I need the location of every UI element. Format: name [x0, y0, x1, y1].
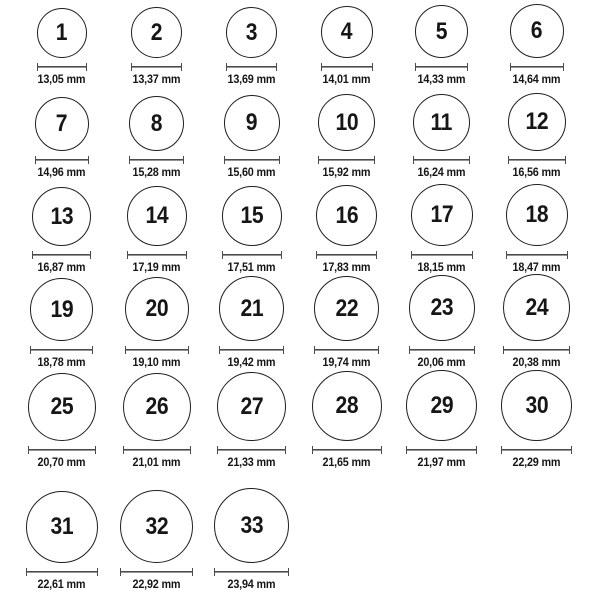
ring-size-cell [204, 280, 299, 375]
diameter-label: 20,38 mm [512, 357, 561, 370]
ring-size-cell [109, 0, 204, 92]
diameter-label: 15,60 mm [227, 167, 276, 180]
diameter-label: 23,94 mm [227, 579, 276, 592]
ring-size-number: 19 [50, 295, 73, 323]
ring-size-number: 18 [525, 201, 548, 229]
ring-circle [222, 186, 282, 246]
diameter-label: 16,56 mm [512, 167, 561, 180]
ring-size-cell [14, 375, 109, 475]
ring-size-number: 8 [150, 109, 163, 137]
ring-size-cell [489, 185, 584, 280]
ring-size-cell [204, 475, 299, 597]
diameter-dimension-line [406, 446, 477, 454]
ring-size-cell [489, 0, 584, 92]
ring-circle [312, 371, 382, 441]
ring-size-number: 22 [335, 294, 358, 322]
diameter-label: 17,19 mm [132, 262, 181, 275]
ring-circle [127, 186, 187, 246]
diameter-label: 17,83 mm [322, 262, 371, 275]
ring-circle [318, 94, 375, 151]
diameter-label: 21,65 mm [322, 457, 371, 470]
diameter-label: 18,78 mm [37, 357, 86, 370]
diameter-dimension-line [314, 346, 379, 354]
ring-size-cell [489, 280, 584, 375]
diameter-dimension-line [222, 251, 282, 259]
ring-size-cell [394, 375, 489, 475]
ring-size-number: 21 [240, 294, 263, 322]
diameter-label: 19,74 mm [322, 357, 371, 370]
ring-size-number: 10 [335, 108, 358, 136]
diameter-dimension-line [415, 63, 468, 71]
ring-size-cell [204, 0, 299, 92]
ring-size-cell [14, 185, 109, 280]
ring-size-number: 11 [430, 108, 453, 136]
diameter-label: 19,10 mm [132, 357, 181, 370]
ring-size-number: 32 [145, 512, 168, 540]
ring-size-row [0, 185, 600, 280]
diameter-dimension-line [30, 346, 93, 354]
diameter-label: 20,70 mm [37, 457, 86, 470]
ring-size-number: 28 [335, 392, 358, 420]
diameter-label: 14,01 mm [322, 74, 371, 87]
diameter-label: 13,69 mm [227, 74, 276, 87]
diameter-label: 14,96 mm [37, 167, 86, 180]
ring-circle [314, 276, 379, 341]
ring-size-number: 33 [240, 511, 263, 539]
diameter-dimension-line [214, 568, 289, 576]
ring-size-row [0, 280, 600, 375]
ring-size-row [0, 92, 600, 185]
ring-size-cell [109, 475, 204, 597]
ring-size-cell [394, 280, 489, 375]
diameter-label: 19,42 mm [227, 357, 276, 370]
diameter-label: 13,37 mm [132, 74, 181, 87]
diameter-dimension-line [510, 63, 564, 71]
diameter-dimension-line [411, 251, 473, 259]
ring-size-number: 16 [335, 201, 358, 229]
ring-size-cell [204, 375, 299, 475]
diameter-dimension-line [120, 568, 193, 576]
ring-size-cell [299, 92, 394, 185]
diameter-dimension-line [224, 156, 280, 164]
ring-circle [37, 8, 87, 58]
ring-size-cell [204, 92, 299, 185]
ring-size-cell [14, 92, 109, 185]
ring-size-number: 4 [340, 18, 353, 46]
ring-size-cell [109, 375, 204, 475]
diameter-label: 22,92 mm [132, 579, 181, 592]
diameter-dimension-line [413, 156, 470, 164]
ring-size-number: 13 [50, 202, 73, 230]
ring-size-row [0, 375, 600, 475]
diameter-label: 22,61 mm [37, 579, 86, 592]
ring-size-row [0, 0, 600, 92]
ring-circle [26, 491, 98, 563]
ring-size-cell [14, 475, 109, 597]
ring-size-number: 26 [145, 393, 168, 421]
diameter-label: 22,29 mm [512, 457, 561, 470]
diameter-label: 16,24 mm [417, 167, 466, 180]
ring-circle [508, 93, 566, 151]
ring-circle [129, 96, 184, 151]
ring-circle [224, 95, 280, 151]
ring-circle [316, 185, 377, 246]
ring-circle [406, 370, 477, 441]
ring-size-number: 30 [525, 391, 548, 419]
ring-size-number: 6 [530, 17, 543, 45]
diameter-label: 14,33 mm [417, 74, 466, 87]
ring-size-cell [489, 375, 584, 475]
ring-circle [123, 373, 191, 441]
ring-size-number: 9 [245, 109, 258, 137]
ring-size-cell [109, 280, 204, 375]
ring-circle [506, 184, 568, 246]
ring-circle [501, 370, 572, 441]
ring-circle [125, 277, 189, 341]
ring-circle [510, 4, 564, 58]
ring-size-cell [14, 280, 109, 375]
ring-size-cell [299, 0, 394, 92]
ring-circle [411, 184, 473, 246]
ring-circle [32, 187, 91, 246]
diameter-dimension-line [508, 156, 566, 164]
diameter-label: 15,28 mm [132, 167, 181, 180]
ring-size-number: 23 [430, 294, 453, 322]
ring-size-number: 14 [145, 202, 168, 230]
ring-size-cell [394, 0, 489, 92]
ring-size-number: 5 [435, 17, 448, 45]
ring-circle [219, 276, 284, 341]
ring-circle [30, 278, 93, 341]
ring-size-number: 3 [245, 18, 258, 46]
diameter-label: 15,92 mm [322, 167, 371, 180]
ring-size-cell [299, 280, 394, 375]
ring-size-cell [394, 92, 489, 185]
ring-circle [409, 275, 475, 341]
diameter-label: 21,01 mm [132, 457, 181, 470]
ring-size-number: 15 [240, 202, 263, 230]
ring-circle [214, 488, 289, 563]
diameter-dimension-line [123, 446, 191, 454]
ring-circle [28, 373, 96, 441]
ring-size-cell [14, 0, 109, 92]
diameter-label: 21,97 mm [417, 457, 466, 470]
ring-circle [217, 372, 286, 441]
ring-size-cell [394, 185, 489, 280]
diameter-label: 14,64 mm [512, 74, 561, 87]
diameter-label: 16,87 mm [37, 262, 86, 275]
diameter-dimension-line [506, 251, 568, 259]
ring-circle [226, 7, 277, 58]
diameter-dimension-line [217, 446, 286, 454]
ring-circle [321, 6, 373, 58]
diameter-dimension-line [503, 346, 570, 354]
ring-circle [415, 5, 468, 58]
ring-size-number: 12 [525, 108, 548, 136]
diameter-label: 18,47 mm [512, 262, 561, 275]
ring-circle [413, 94, 470, 151]
ring-size-row [0, 475, 600, 597]
diameter-label: 13,05 mm [37, 74, 86, 87]
diameter-dimension-line [26, 568, 98, 576]
ring-size-number: 17 [430, 201, 453, 229]
diameter-label: 17,51 mm [227, 262, 276, 275]
diameter-dimension-line [219, 346, 284, 354]
diameter-dimension-line [125, 346, 189, 354]
diameter-label: 21,33 mm [227, 457, 276, 470]
diameter-dimension-line [318, 156, 375, 164]
ring-size-number: 7 [55, 110, 68, 138]
diameter-dimension-line [35, 156, 89, 164]
ring-size-number: 1 [55, 19, 68, 47]
ring-size-number: 24 [525, 293, 548, 321]
diameter-dimension-line [131, 63, 182, 71]
ring-size-cell [489, 92, 584, 185]
ring-size-number: 27 [240, 392, 263, 420]
ring-circle [35, 97, 89, 151]
diameter-dimension-line [28, 446, 96, 454]
ring-size-cell [299, 375, 394, 475]
ring-size-number: 25 [50, 393, 73, 421]
diameter-label: 18,15 mm [417, 262, 466, 275]
diameter-dimension-line [321, 63, 373, 71]
diameter-dimension-line [316, 251, 377, 259]
diameter-dimension-line [312, 446, 382, 454]
diameter-dimension-line [32, 251, 91, 259]
diameter-dimension-line [129, 156, 184, 164]
ring-size-cell [299, 185, 394, 280]
diameter-dimension-line [127, 251, 187, 259]
diameter-label: 20,06 mm [417, 357, 466, 370]
ring-circle [503, 274, 570, 341]
ring-size-number: 2 [150, 18, 163, 46]
ring-size-number: 31 [50, 513, 73, 541]
ring-circle [120, 490, 193, 563]
ring-size-cell [109, 92, 204, 185]
diameter-dimension-line [226, 63, 277, 71]
ring-size-number: 29 [430, 391, 453, 419]
ring-size-cell [109, 185, 204, 280]
ring-size-cell [204, 185, 299, 280]
diameter-dimension-line [37, 63, 87, 71]
ring-circle [131, 7, 182, 58]
diameter-dimension-line [501, 446, 572, 454]
ring-size-number: 20 [145, 295, 168, 323]
diameter-dimension-line [409, 346, 475, 354]
